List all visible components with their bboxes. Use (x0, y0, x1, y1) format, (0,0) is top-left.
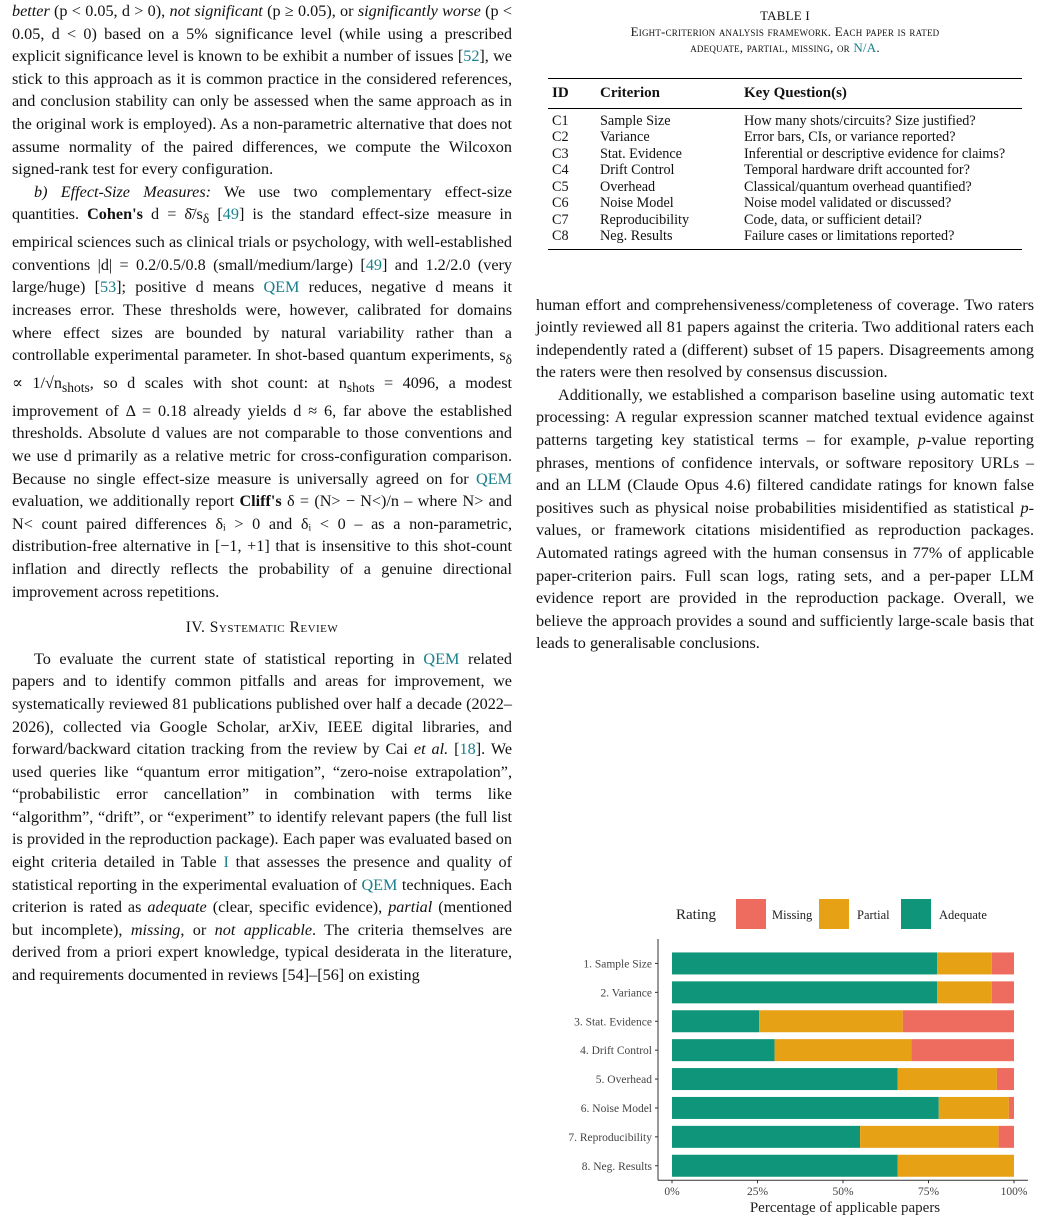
y-tick-label: 4. Drift Control (580, 1045, 652, 1058)
bar-partial (759, 1010, 903, 1032)
citation-link[interactable]: 49 (365, 255, 382, 274)
paragraph-raters: human effort and comprehensiveness/completeness of coverage. Two raters jointly reviewed all 81 papers against the criteria. Two additional raters each independently rated a (different) subset of 15 papers. Disagreements among the raters were then resolved by consensus discussion. (536, 295, 1034, 382)
citation-link[interactable]: 52 (463, 47, 480, 66)
table-header-row (548, 79, 1022, 109)
table-caption: TABLE I Eight-criterion analysis framework. Each paper is rated adequate, partial, missing, or N/A. (536, 8, 1034, 56)
table-label: TABLE I (760, 8, 810, 23)
bar-missing (992, 952, 1014, 974)
chart-x-axis (658, 1180, 1028, 1216)
table-reference-link[interactable]: I (223, 853, 229, 872)
y-tick-label: 1. Sample Size (583, 958, 652, 971)
legend-label-partial: Partial (857, 908, 890, 922)
chart-legend (676, 899, 987, 929)
table-row: C6 Noise Model Noise model validated or discussed? (552, 195, 952, 211)
citation-link[interactable]: 53 (99, 278, 117, 297)
y-tick-label: 3. Stat. Evidence (574, 1016, 652, 1029)
bar-adequate (672, 1068, 898, 1090)
bar-missing (997, 1068, 1014, 1090)
table-row: C5 Overhead Classical/quantum overhead quantified? (552, 178, 972, 195)
bar-adequate (672, 1126, 860, 1148)
bar-adequate (672, 1097, 939, 1119)
x-tick-label: 75% (917, 1186, 940, 1199)
paragraph-automation: Additionally, we established a comparison baseline using automatic text processing: A regular expression scanner matched textual evidence against patterns targeting key statistical terms – for example, p-value reporting phrases, mentions of confidence intervals, or software repository URLs – and an LLM (Claude Opus 4.6) filtered candidate ratings for known false positives such as physical noise probabilities misidentified as statistical p-values, or framework citations misidentified as reproduction packages. Automated ratings agreed with the human consensus in 77% of applicable paper-criterion pairs. Full scan logs, rating sets, and a per-paper LLM evidence report are provided in the reproduction package. Overall, we believe the approach provides a sound and sufficiently large-scale basis that leads to generalisable conclusions. (536, 385, 1034, 653)
table-row: C1 Sample Size How many shots/circuits? Size justified? (552, 112, 976, 129)
legend-label-missing: Missing (772, 908, 813, 922)
legend-swatch-adequate (901, 899, 931, 929)
bar-missing (999, 1126, 1014, 1148)
x-tick-label: 0% (664, 1186, 680, 1199)
bar-adequate (672, 1155, 898, 1177)
rating-chart (536, 895, 1034, 1225)
x-tick-label: 25% (746, 1186, 769, 1199)
x-tick-label: 50% (832, 1186, 854, 1199)
y-tick-label: 5. Overhead (595, 1074, 652, 1087)
bar-partial (937, 952, 992, 974)
bar-adequate (672, 1010, 759, 1032)
citation-link[interactable]: 18 (459, 740, 476, 759)
y-tick-label: 8. Neg. Results (581, 1160, 652, 1173)
citation-link[interactable]: 49 (222, 205, 239, 224)
bar-adequate (672, 952, 937, 974)
bar-partial (860, 1126, 999, 1148)
bar-partial (898, 1155, 1014, 1177)
bar-partial (939, 1097, 1009, 1119)
bar-missing (903, 1010, 1014, 1032)
x-tick-label: 100% (1000, 1186, 1028, 1199)
acronym-link[interactable]: QEM (361, 875, 398, 894)
y-tick-label: 7. Reproducibility (568, 1131, 652, 1144)
legend-title: Rating (676, 907, 716, 923)
y-tick-label: 2. Variance (600, 987, 652, 1000)
subsection-heading: b) Effect-Size Measures: (34, 182, 212, 201)
bar-missing (1009, 1097, 1014, 1119)
table-row: C4 Drift Control Temporal hardware drift accounted for? (552, 162, 970, 178)
na-link[interactable]: N/A (853, 40, 877, 55)
header-key-questions: Key Question(s) (740, 79, 1022, 109)
acronym-link[interactable]: QEM (423, 649, 460, 668)
left-column (12, 0, 512, 987)
chart-bars (672, 952, 1014, 1176)
table-row: C8 Neg. Results Failure cases or limitations reported? (548, 228, 1022, 249)
legend-swatch-missing (736, 899, 766, 929)
chart-y-axis (568, 939, 658, 1180)
bar-adequate (672, 981, 937, 1003)
header-criterion: Criterion (596, 79, 740, 109)
bar-partial (937, 981, 992, 1003)
criteria-table (548, 78, 1022, 250)
paragraph-effect-size: b) Effect-Size Measures: We use two complementary effect-size quantities. Cohen's $d = \deltā/s_\delta$ [49] is the standard effect-size measure in empirical sciences such as clinical trials or psychology, with well-established conventions |d| = 0.2/0.5/0.8 (small/medium/large) [49] and 1.2/2.0 (very large/huge) [53]; positive d means QEM reduces, negative d means it increases error. These thresholds were, however, calibrated for domains where effect sizes are bounded by natural variability rather than a controllable experimental parameter. In shot-based quantum experiments, $s_\delta \propto 1/√n_{shots}$, so d scales with shot count: at $n_{shots} = 4096$, a modest improvement of Δ = 0.18 already yields d ≈ 6, far above the established thresholds. Absolute d values are not comparable to those conventions and we use d primarily as a relative metric for cross-configuration comparison. Because no single effect-size measure is universally agreed on for QEM evaluation, we additionally report Cliff's δ = (N> − N<)/n – where N> and N< count paired differences δᵢ > 0 and δᵢ < 0 – as a non-parametric, distribution-free alternative in [−1, +1] that is insensitive to this shot-count inflation and directly reflects the probability of a genuine directional improvement across repetitions. (12, 182, 513, 601)
section-heading: IV. Systematic Review (185, 619, 339, 637)
bar-adequate (672, 1039, 775, 1061)
legend-label-adequate: Adequate (939, 908, 987, 922)
x-axis-label: Percentage of applicable papers (749, 1200, 941, 1217)
bar-missing (911, 1039, 1014, 1061)
paragraph-systematic-review: To evaluate the current state of statistical reporting in QEM related papers and to identify common pitfalls and areas for improvement, we systematically reviewed 81 publications published over half a decade (2022–2026), collected via Google Scholar, arXiv, IEEE digital libraries, and forward/backward citation tracking from the review by Cai et al. [18]. We used queries like “quantum error mitigation”, “zero-noise extrapolation”, “probabilistic error cancellation” in combination with terms like “algorithm”, “drift”, or “experiment” to identify relevant papers (the full list is provided in the reproduction package). Each paper was evaluated based on eight criteria detailed in Table I that assesses the presence and quality of statistical reporting in the experimental evaluation of QEM techniques. Each criterion is rated as adequate (clear, specific evidence), partial (mentioned but incomplete), missing, or not applicable. The criteria themselves are derived from a priori expert knowledge, typical desiderata in the literature, and requirements documented in reviews [54]–[56] on existing (12, 649, 513, 985)
legend-swatch-partial (819, 899, 849, 929)
acronym-link[interactable]: QEM (476, 469, 512, 488)
bar-partial (898, 1068, 997, 1090)
bar-missing (992, 981, 1014, 1003)
y-tick-label: 6. Noise Model (580, 1102, 652, 1115)
paragraph-significance: better (p < 0.05, d > 0), not significant (p ≥ 0.05), or significantly worse (p < 0.05, d < 0) based on a 5% significance level (while using a prescribed explicit significance level is known to be exhibit a number of issues [52], we stick to this approach as it is common practice in the considered references, and conclusion stability can only be assessed when the same approach as in the original work is employed). As a non-parametric alternative that does not assume normality of the paired differences, we compute the Wilcoxon signed-rank test for every configuration. (12, 2, 512, 179)
table-row: C3 Stat. Evidence Inferential or descriptive evidence for claims? (552, 145, 1006, 162)
header-id: ID (548, 79, 596, 109)
table-row: C2 Variance Error bars, CIs, or variance reported? (552, 129, 956, 145)
right-column (536, 0, 1034, 655)
table-row: C7 Reproducibility Code, data, or sufficient detail? (552, 211, 922, 228)
bar-partial (775, 1039, 912, 1061)
acronym-link[interactable]: QEM (263, 278, 300, 297)
